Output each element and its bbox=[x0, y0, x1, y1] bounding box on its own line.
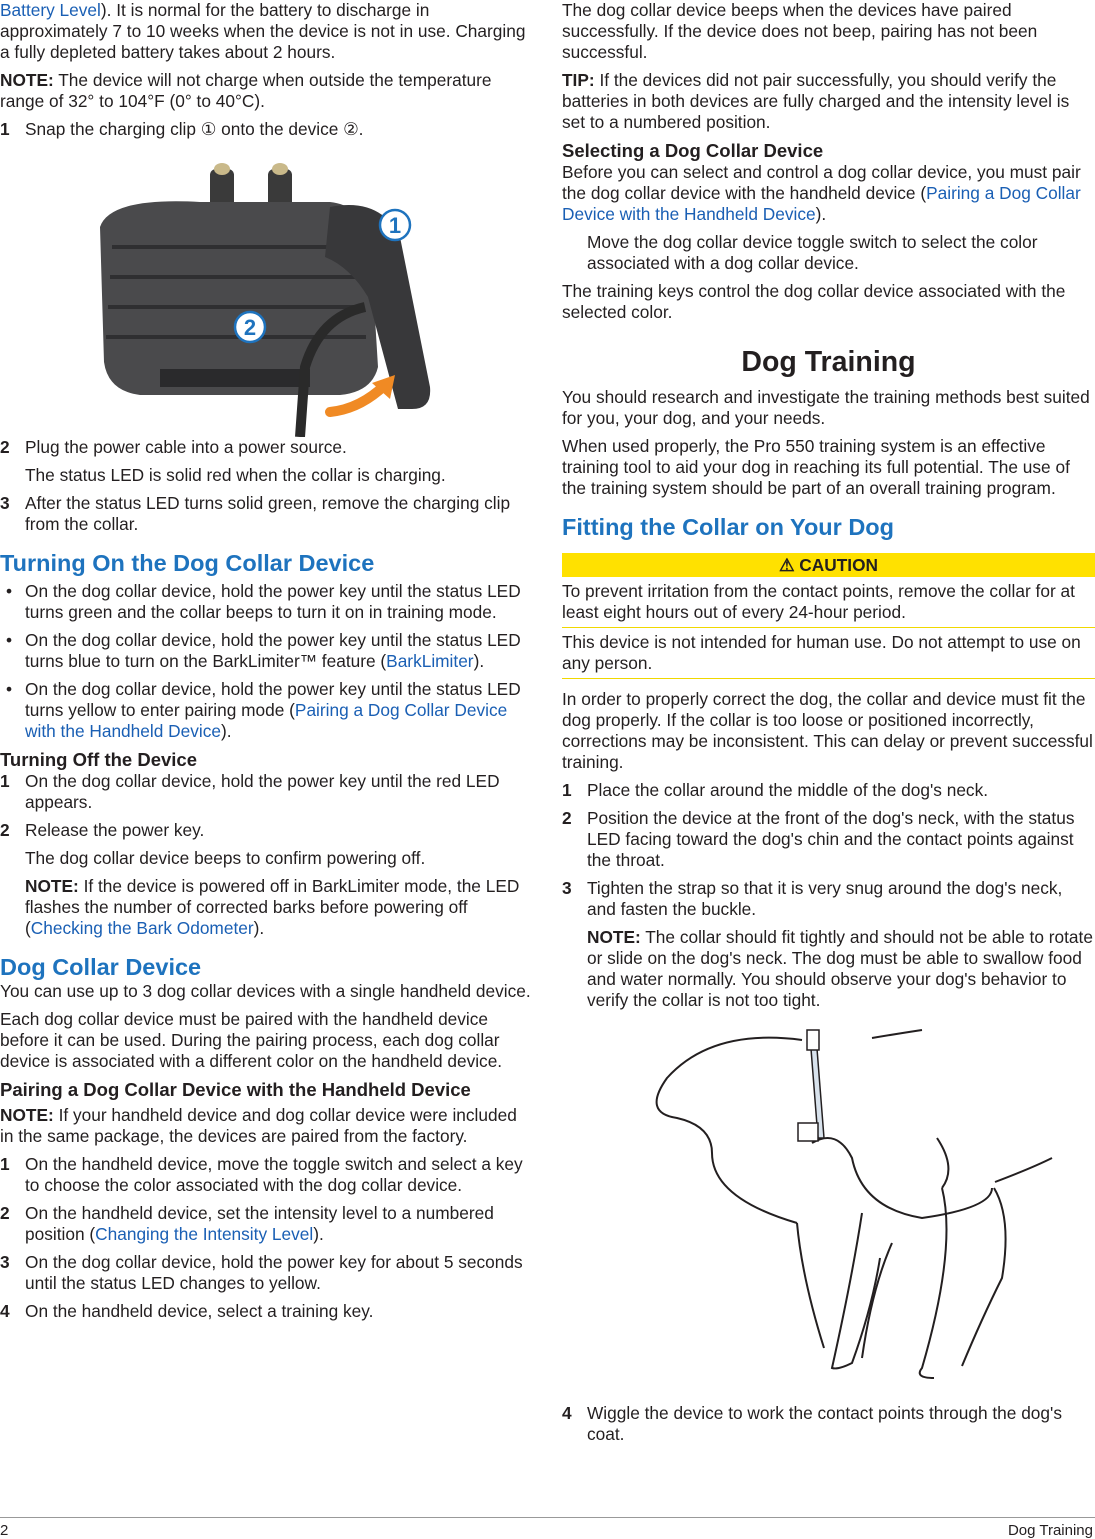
heading-dog-collar-device: Dog Collar Device bbox=[0, 954, 202, 980]
pair-step-2: 2 On the handheld device, set the intensity level to a numbered position (Changing the Intensity Level). bbox=[0, 1203, 494, 1244]
right-column bbox=[562, 0, 1095, 1452]
charging-clip-illustration bbox=[0, 147, 532, 437]
dog-training-paragraph-1: You should research and investigate the training methods best suited for you, your dog, and your needs. bbox=[562, 387, 1090, 428]
off-note: NOTE: If the device is powered off in BarkLimiter mode, the LED flashes the number of corrected barks before powering off (Checking the Bark Odometer). bbox=[25, 876, 520, 938]
fit-step-4: 4 Wiggle the device to work the contact points through the dog's coat. bbox=[562, 1403, 1062, 1444]
dog-head-line bbox=[657, 1038, 802, 1223]
page-number: 2 bbox=[0, 1522, 9, 1539]
heading-selecting: Selecting a Dog Collar Device bbox=[562, 140, 824, 161]
dog-chest-line bbox=[862, 1243, 892, 1358]
heading-fitting: Fitting the Collar on Your Dog bbox=[562, 514, 895, 540]
heading-dog-training: Dog Training bbox=[741, 346, 916, 378]
fit-step-2: 2 Position the device at the front of the dog's neck, with the status LED facing toward the dog's chin and the contact points against the throat. bbox=[562, 808, 1075, 870]
heading-pairing: Pairing a Dog Collar Device with the Handheld Device bbox=[0, 1079, 471, 1100]
off-step-2-sub: The dog collar device beeps to confirm powering off. bbox=[25, 848, 426, 868]
fit-step-3: 3 Tighten the strap so that it is very snug around the dog's neck, and fasten the buckle. bbox=[562, 878, 1063, 919]
note-charge-temperature: NOTE: The device will not charge when outside the temperature range of 32° to 104°F (0° to 40°C). bbox=[0, 70, 492, 111]
heading-turning-off: Turning Off the Device bbox=[0, 749, 198, 770]
off-step-2: 2 Release the power key. bbox=[0, 820, 205, 840]
selecting-toggle-instruction: Move the dog collar device toggle switch to select the color associated with a dog collar device. bbox=[587, 232, 1038, 273]
dog-front-leg bbox=[832, 1213, 880, 1368]
dog-tail-line bbox=[995, 1158, 1052, 1182]
selecting-paragraph-2: The training keys control the dog collar device associated with the selected color. bbox=[562, 281, 1066, 322]
pairing-link[interactable]: Pairing a Dog Collar Device with the Handheld Device bbox=[25, 700, 508, 741]
collar-strap bbox=[798, 1030, 824, 1141]
caution-text-2: This device is not intended for human use. Do not attempt to use on any person. bbox=[562, 628, 1095, 679]
beeps-paragraph: The dog collar device beeps when the devices have paired successfully. If the device does not beep, pairing has not been successful. bbox=[562, 0, 1038, 62]
fit-step-1: 1 Place the collar around the middle of the dog's neck. bbox=[562, 780, 989, 800]
charge-step-3: 3 After the status LED turns solid green, remove the charging clip from the collar. bbox=[0, 493, 511, 534]
device-slot bbox=[160, 369, 310, 387]
pairing-section-link[interactable]: Pairing a Dog Collar Device with the Handheld Device bbox=[562, 183, 1081, 224]
tip-paragraph: TIP: If the devices did not pair successfully, you should verify the batteries in both devices are fully charged and the intensity level is set to a numbered position. bbox=[562, 70, 1070, 132]
dog-neck-chest bbox=[812, 1138, 992, 1218]
dcd-paragraph-1: You can use up to 3 dog collar devices with a single handheld device. bbox=[0, 981, 531, 1001]
pairing-note: NOTE: If your handheld device and dog collar device were included in the same package, the devices are paired from the factory. bbox=[0, 1105, 517, 1146]
left-column bbox=[0, 0, 532, 1329]
dog-outline bbox=[657, 1030, 1052, 1378]
dcd-paragraph-2: Each dog collar device must be paired with the handheld device before it can be used. During the pairing process, each dog collar device is associated with a different color on the handheld device. bbox=[0, 1009, 503, 1071]
battery-level-link[interactable]: Battery Level bbox=[0, 0, 101, 20]
contact-tip-left bbox=[214, 163, 230, 175]
off-step-1: 1 On the dog collar device, hold the power key until the red LED appears. bbox=[0, 771, 500, 812]
pair-step-4: 4 On the handheld device, select a training key. bbox=[0, 1301, 374, 1321]
callout-1-label: 1 bbox=[388, 213, 402, 238]
barklimiter-link[interactable]: BarkLimiter bbox=[386, 651, 474, 671]
pair-step-1: 1 On the handheld device, move the toggle switch and select a key to choose the color associated with the dog collar device. bbox=[0, 1154, 523, 1195]
dog-rear-leg-2 bbox=[962, 1188, 1006, 1366]
charge-step-2-sub: The status LED is solid red when the collar is charging. bbox=[25, 465, 446, 485]
charge-step-1: 1 Snap the charging clip ① onto the device ②. bbox=[0, 119, 364, 139]
dog-drawing bbox=[562, 1018, 1095, 1403]
bullet-barklimiter: • On the dog collar device, hold the power key until the status LED turns blue to turn on the BarkLimiter™ feature (BarkLimiter). bbox=[6, 630, 521, 671]
intensity-level-link[interactable]: Changing the Intensity Level bbox=[95, 1224, 314, 1244]
dog-back-start bbox=[872, 1030, 922, 1038]
page-footer bbox=[0, 1517, 1095, 1539]
collar-device-box bbox=[798, 1123, 818, 1141]
contact-tip-right bbox=[272, 163, 288, 175]
dog-collar-illustration bbox=[562, 1018, 1095, 1403]
bullet-training-mode: • On the dog collar device, hold the power key until the status LED turns green and the collar beeps to turn it on in training mode. bbox=[6, 581, 521, 622]
heading-turning-on: Turning On the Dog Collar Device bbox=[0, 550, 375, 576]
fit-note: NOTE: The collar should fit tightly and should not be able to rotate or slide on the dog's neck. The dog must be able to swallow food and water normally. You should observe your dog's behavior to verify the collar is not too tight. bbox=[587, 927, 1093, 1010]
collar-device-drawing bbox=[0, 147, 532, 437]
charge-step-2: 2 Plug the power cable into a power source. bbox=[0, 437, 347, 457]
bark-odometer-link[interactable]: Checking the Bark Odometer bbox=[30, 918, 254, 938]
dog-front-leg-inner bbox=[797, 1223, 824, 1348]
bullet-pairing-mode: • On the dog collar device, hold the power key until the status LED turns yellow to enter pairing mode (Pairing a Dog Collar Device with the Handheld Device). bbox=[6, 679, 521, 741]
intro-paragraph: Battery Level). It is normal for the battery to discharge in approximately 7 to 10 weeks when the device is not in use. Charging a fully depleted battery takes about 2 hours. bbox=[0, 0, 526, 62]
warning-icon: ⚠ bbox=[778, 555, 795, 575]
callout-2-label: 2 bbox=[243, 315, 257, 340]
dog-training-paragraph-2: When used properly, the Pro 550 training system is an effective training tool to aid your dog in reaching its full potential. The use of the training system should be part of an overall training program. bbox=[562, 436, 1070, 498]
footer-section-title: Dog Training bbox=[1007, 1522, 1093, 1539]
selecting-paragraph-1: Before you can select and control a dog collar device, you must pair the dog collar device with the handheld device (Pairing a Dog Collar Device with the Handheld Device). bbox=[562, 162, 1081, 224]
pair-step-3: 3 On the dog collar device, hold the power key for about 5 seconds until the status LED changes to yellow. bbox=[0, 1252, 523, 1293]
caution-text-1: To prevent irritation from the contact points, remove the collar for at least eight hours out of every 24-hour period. bbox=[562, 577, 1095, 628]
caution-banner: ⚠ CAUTION bbox=[562, 553, 1095, 577]
fit-paragraph: In order to properly correct the dog, the collar and device must fit the dog properly. If the collar is too loose or positioned incorrectly, corrections may be inconsistent. This can delay or prevent successful training. bbox=[562, 689, 1093, 772]
dog-belly-line bbox=[937, 1138, 948, 1188]
